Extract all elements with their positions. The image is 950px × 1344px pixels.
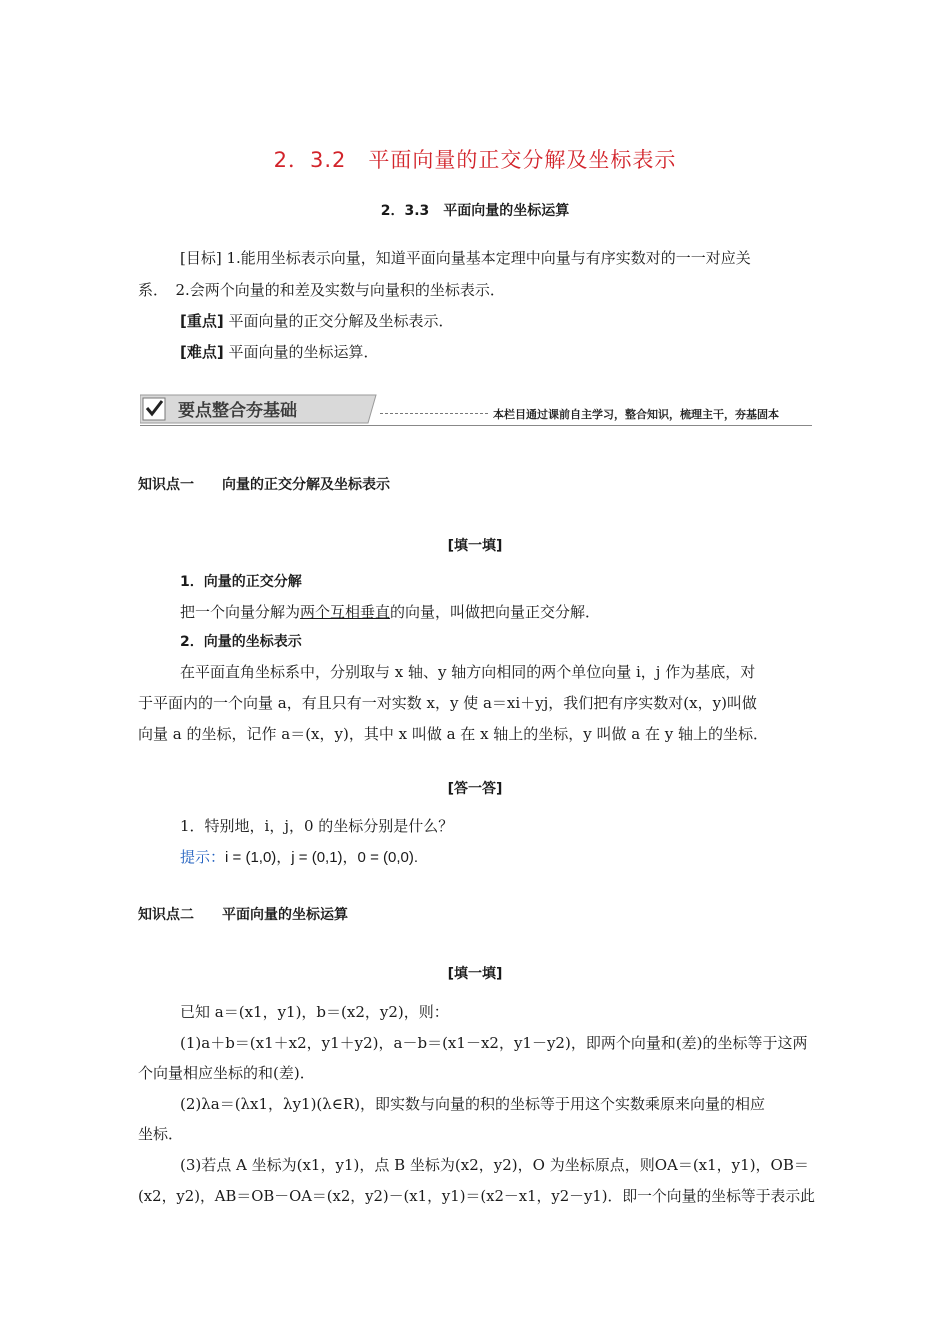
rule3-line-2: (x2，y2)，AB＝OB－OA＝(x2，y2)－(x1，y1)＝(x2－x1，y2－y1)．即一个向量的坐标等于表示此 [138, 1187, 816, 1205]
rule3-line-1: (3)若点 A 坐标为(x1，y1)，点 B 坐标为(x2，y2)，O 为坐标原点，则OA＝(x1，y1)，OB＝ [180, 1156, 809, 1174]
item1-text [180, 602, 600, 622]
key-text: 平面向量的正交分解及坐标表示． [223, 312, 454, 330]
item1-b: 的向量，叫做把向量正交分解． [390, 603, 601, 621]
page-subtitle: 2．3.3 平面向量的坐标运算 [380, 203, 570, 219]
section2-fill-label: [填一填] [447, 966, 503, 982]
banner-note: 本栏目通过课前自主学习，整合知识，梳理主干，夯基固本 [493, 408, 779, 421]
goal-line-2: 系． 2.会两个向量的和差及实数与向量积的坐标表示． [138, 281, 505, 299]
rule2-line-2: 坐标． [138, 1125, 184, 1143]
item2-line-1: 在平面直角坐标系中，分别取与 x 轴、y 轴方向相同的两个单位向量 i，j 作为基底，对 [180, 663, 756, 681]
question-1: 1．特别地，i，j，0 的坐标分别是什么？ [180, 817, 454, 835]
key-tag: [重点] [180, 312, 224, 330]
item2-line-2: 于平面内的一个向量 a，有且只有一对实数 x，y 使 a＝xi＋yj，我们把有序实数对(x，y)叫做 [138, 694, 757, 712]
item1-a: 把一个向量分解为 [180, 603, 301, 621]
rule1-line-1: (1)a＋b＝(x1＋x2，y1＋y2)，a－b＝(x1－x2，y1－y2)，即两个向量和(差)的坐标等于这两 [180, 1034, 808, 1052]
hint-tag: 提示： [180, 848, 226, 866]
hint-line [180, 847, 418, 868]
section1-answer-label: [答一答] [447, 781, 503, 797]
hard-text: 平面向量的坐标运算． [223, 343, 379, 361]
hint-text: i = (1,0)，j = (0,1)，0 = (0,0). [225, 849, 419, 866]
key-point [180, 311, 454, 331]
banner-dash [380, 413, 488, 414]
item1-answer: 两个互相垂直 [300, 603, 391, 621]
hard-tag: [难点] [180, 343, 224, 361]
section1-fill-label: [填一填] [447, 538, 503, 554]
section2-intro: 已知 a＝(x1，y1)，b＝(x2，y2)，则： [180, 1003, 449, 1021]
banner-rule [140, 425, 812, 426]
goal-line-1: [目标] 1.能用坐标表示向量，知道平面向量基本定理中向量与有序实数对的一一对应关 [180, 249, 751, 267]
rule2-line-1: (2)λa＝(λx1，λy1)(λ∈R)，即实数与向量的积的坐标等于用这个实数乘原来向量的相应 [180, 1095, 766, 1113]
item2-line-3: 向量 a 的坐标，记作 a＝(x，y)，其中 x 叫做 a 在 x 轴上的坐标，y 叫做 a 在 y 轴上的坐标． [138, 725, 769, 743]
section2-title: 知识点二 平面向量的坐标运算 [138, 907, 348, 923]
rule1-line-2: 个向量相应坐标的和(差)． [138, 1064, 315, 1082]
page-title: 2．3.2 平面向量的正交分解及坐标表示 [273, 148, 677, 172]
item1-title: 1．向量的正交分解 [180, 574, 302, 590]
item2-title: 2．向量的坐标表示 [180, 634, 302, 650]
hard-point [180, 342, 379, 362]
section1-title: 知识点一 向量的正交分解及坐标表示 [138, 477, 390, 493]
banner-label: 要点整合夯基础 [178, 401, 297, 421]
